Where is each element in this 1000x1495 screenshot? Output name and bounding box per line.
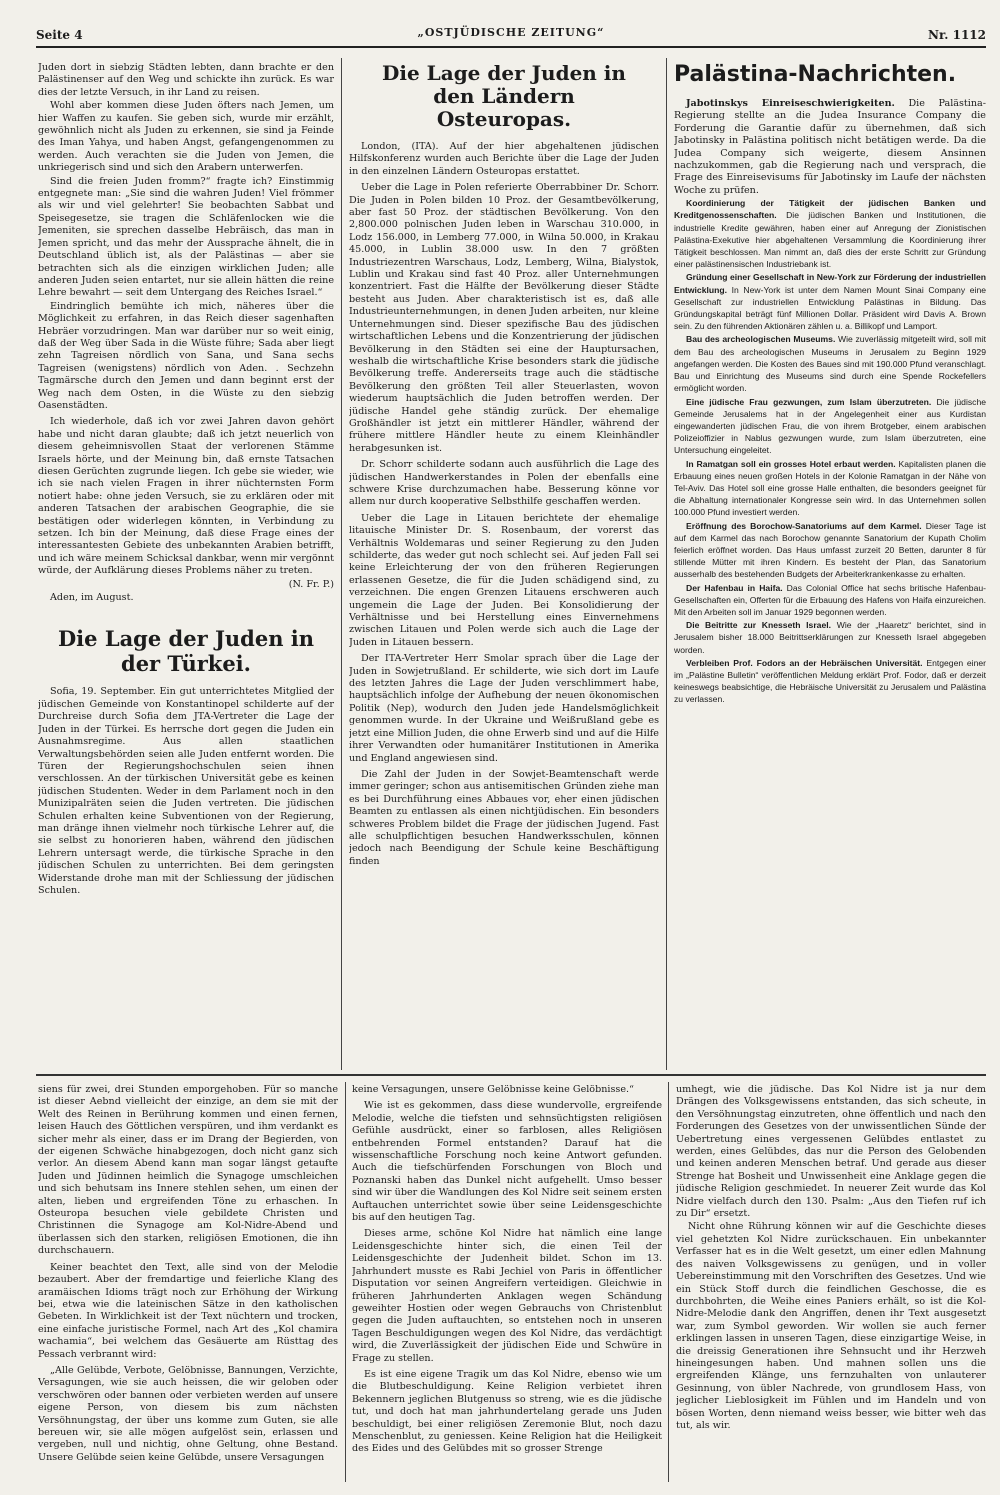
news-item: [674, 520, 986, 581]
paragraph: umhegt, wie die jüdische. Das Kol Nidre ist ja nur dem Drängen des Volksgewissens entstanden, das sich scheute, in den Versöhnungstag einzutreten, ohne öffentlich und nach den Forderungen des Gesetzes von der unwissentlichen Sünde der Uebertretung eines vergessenen Gelübdes entlastet zu werden, eines Gelübdes, das nur die Person des Gelobenden und keinen anderen Menschen betraf. Und gerade aus dieser Strenge hat Bosheit und Unwissenheit eine Anklage gegen die jüdische Religion geschmiedet. In neuerer Zeit wurde das Kol Nidre vielfach durch den 130. Psalm: „Aus den Tiefen ruf ich zu Dir“ ersetzt.: [676, 1084, 986, 1220]
news-item-text: Die Palästina-Regierung stellte an die Judea Insurance Company die Forderung die Garantie dafür zu übernehmen, daß sich Jabotinsky in Palästina politisch nicht betätigen werde. Da die Judea Company sich weigerte, diesem Ansinnen nachzukommen, gab die Regierung nach und versprach, die Frage des Einreisevisums für Jabotinsky im Laufe der nächsten Woche zu prüfen.: [674, 98, 986, 196]
paragraph: Der ITA-Vertreter Herr Smolar sprach über die Lage der Juden in Sowjetrußland. Er schilderte, wie sich dort im Laufe des letzten Jahres die Lage der Juden verschlimmert habe, hauptsächlich infolge der Aufhebung der neuen ökonomischen Politik (Nep), wodurch den Juden jede Handelsmöglichkeit genommen wurde. In der Ukraine und Weißrußland gebe es jetzt eine Million Juden, die ohne Erwerb sind und auf die Hilfe ihrer Verwandten oder humanitärer Institutionen in Amerika und England angewiesen sind.: [349, 653, 659, 764]
article-continuation: [38, 62, 334, 604]
paragraph: „Alle Gelübde, Verbote, Gelöbnisse, Bannungen, Verzichte, Versagungen, wie sie auch heissen, die wir geloben oder verschwören oder bannen oder verbieten werden auf unsere eigene Person, von diesem bis zum nächsten Versöhnungstag, der über uns komme zum Guten, sie alle bereuen wir, sie alle mögen aufgelöst sein, erlassen und vergeben, null und nichtig, ohne Geltung, ohne Bestand. Unsere Gelübde seien keine Gelübde, unsere Versagungen: [38, 1364, 338, 1463]
dateline: Aden, im August.: [50, 592, 134, 604]
paragraph: Ueber die Lage in Polen referierte Oberrabbiner Dr. Schorr. Die Juden in Polen bilden 10 Proz. der Gesamtbevölkerung, aber fast 50 Proz. der städtischen Bevölkerung. Von den 2,800.000 polnischen Juden leben in Warschau 310.000, in Lodz 156.000, in Lemberg 77.000, in Wilna 50.000, in Krakau 45.000, in Lublin 38.000 usw. In den 7 größten Industriezentren Warschaus, Lodz, Lemberg, Wilna, Bialystok, Lublin und Krakau sind fast 40 Proz. aller Unternehmungen konzentriert. Fast die Hälfte der Bevölkerung dieser Städte besteht aus Juden. Aber charakteristisch ist es, daß alle Industrieunternehmungen, in denen Juden arbeiten, nur kleine Unternehmungen sind. Dieser spezifische Bau des jüdischen wirtschaftlichen Lebens und die Konzentrierung der jüdischen Bevölkerung in den Städten sei eine der Hauptursachen, weshalb die wirtschaftliche Krise besonders stark die jüdische Bevölkerung treffe. Andererseits trage auch die städtische Bevölkerung den größten Teil aller Steuerlasten, wovon wiederum hauptsächlich die Juden betroffen werden. Der jüdische Handel gehe ständig zurück. Der ehemalige Großhändler ist jetzt ein mittlerer Händler, während der frühere mittlere Händler heute zu einem Kleinhändler herabgesunken ist.: [349, 182, 659, 454]
news-item-text: Entgegen einer im „Palästine Bulletin“ veröffentlichen Meldung erklärt Prof. Fodor, daß er derzeit keineswegs beabsichtige, die Hebräische Universität zu Jerusalem und Palästina zu verlassen.: [674, 657, 986, 705]
page-header: [36, 20, 986, 48]
news-item-heading: Die Beitritte zur Knesseth Israel.: [686, 620, 832, 631]
news-item-text: Kapitalisten planen die Erbauung eines neuen großen Hotels in der Kolonie Ramatgan in der Nähe von Tel-Aviv. Das Hotel soll eine grosse Halle enthalten, die besonders geeignet für die Abhaltung internationaler Kongresse sein wird. In das Unternehmen sollen 100.000 Pfund investiert werden.: [674, 458, 986, 518]
news-column-palestine: [674, 62, 986, 1070]
article-headline-osteuropa: Die Lage der Juden in den Ländern Osteuropas.: [382, 62, 626, 131]
news-item-heading: Bau des archeologischen Museums.: [686, 334, 836, 345]
news-item-text: Wie zuverlässig mitgeteilt wird, soll mit dem Bau des archeologischen Museums in Jerusalem zu Beginn 1929 angefangen werden. Die Kosten des Baues sind mit 190.000 Pfund veranschlagt. Bau und Einrichtung des Museums sind durch eine Spende Rockefellers ermöglicht worden.: [674, 334, 986, 394]
news-item-heading: Gründung einer Gesellschaft in New-York zur Förderung der industriellen Entwicklung.: [674, 272, 986, 295]
news-item-text: Die jüdischen Banken und Institutionen, die industrielle Kredite gewähren, haben einer auf Anregung der Zionistischen Palästina-Exekutive hier abgehaltenen Versammlung die Koordinierung ihrer Tätigkeit beschlossen. Man nimmt an, daß dies der erste Schritt zur Gründung einer palästinensischen Industriebank ist.: [674, 210, 986, 270]
paragraph: Wie ist es gekommen, dass diese wundervolle, ergreifende Melodie, welche die tiefsten und sehnsüchtigsten religiösen Gefühle ausdrückt, einer so farblosen, alles Religiösen entbehrenden Formel entstanden? Darauf hat die wissenschaftliche Forschung noch keine Antwort gefunden. Auch die tiefschürfenden Forschungen von Bloch und Poznanski haben das Dunkel nicht aufgehellt. Umso besser sind wir über die Wandlungen des Kol Nidre seit seinem ersten Auftauchen unterrichtet sowie über seine Leidensgeschichte bis auf den heutigen Tag.: [352, 1100, 662, 1224]
paragraph: Dieses arme, schöne Kol Nidre hat nämlich eine lange Leidensgeschichte hinter sich, die einen Teil der Leidensgeschichte der Judenheit bildet. Schon im 13. Jahrhundert musste es Rabi Jechiel von Paris in öffentlicher Disputation vor seinen Angreifern verteidigen. Gleichwie in früheren Jahrhunderten Anklagen wegen Schändung geweihter Hostien oder wegen Gebrauchs von Christenblut gegen die Juden auftauchten, so entstehen noch in unseren Tagen Beschuldigungen wegen des Kol Nidre, das verdächtigt wird, die Zuverlässigkeit der jüdischen Eide und Schwüre in Frage zu stellen.: [352, 1228, 662, 1364]
news-item-text: In New-York ist unter dem Namen Mount Sinai Company eine Gesellschaft zur industriellen Entwicklung Palästinas in Bildung. Das Gründungskapital beträgt fünf Millionen Dollar. Präsident wird Davis A. Brown sein. Zu den führenden Aktionären zählen u. a. Billikopf und Lamport.: [674, 284, 986, 332]
feature-column-3: [676, 1084, 986, 1484]
news-item: [674, 657, 986, 706]
feature-column-1: [38, 1084, 338, 1484]
paragraph: Ueber die Lage in Litauen berichtete der ehemalige litauische Minister Dr. S. Rosenbaum, der vorerst das Verhältnis Woldemaras und seiner Regierung zu den Juden schilderte, das weder gut noch schlecht sei. Auf jeden Fall sei keine Erleichterung der von den früheren Regierungen erlassenen Gesetze, die für die Juden schädigend sind, zu verzeichnen. Die engen Grenzen Litauens erschweren auch ungemein die Lage der Juden. Bei Konsolidierung der Verhältnisse und bei Herstellung eines Einvernehmens zwischen Litauen und Polen werde sich auch die Lage der Juden in Litauen bessern.: [349, 512, 659, 648]
news-item: [674, 458, 986, 519]
paragraph: Sofia, 19. September. Ein gut unterrichtetes Mitglied der jüdischen Gemeinde von Konstantinopel schilderte auf der Durchreise durch Sofia dem JTA-Vertreter die Lage der Juden in der Türkei. Es herrsche dort gegen die Juden ein Ausnahmsregime. Aus allen staatlichen Verwaltungsbehörden seien alle Juden entfernt worden. Die Türen der Regierungshochschulen seien ihnen verschlossen. An der türkischen Universität gebe es keinen jüdischen Studenten. Weder in dem Parlament noch in den Munizipalräten seien die Juden vertreten. Die jüdischen Schulen erhalten keine Subventionen von der Regierung, man dränge ihnen vielmehr noch türkische Lehrer auf, die sie selbst zu honorieren haben, während den jüdischen Lehrern untersagt werde, die türkische Sprache in den jüdischen Schulen zu unterrichten. Bei dem geringsten Widerstande drohe man mit der Schliessung der jüdischen Schulen.: [38, 686, 334, 896]
news-item-heading: Jabotinskys Einreiseschwierigkeiten.: [686, 98, 895, 109]
news-item-heading: Eine jüdische Frau gezwungen, zum Islam überzutreten.: [686, 396, 932, 407]
column-divider: [341, 58, 342, 1070]
news-item: [674, 396, 986, 457]
column-divider: [345, 1082, 346, 1482]
paragraph: Eindringlich bemühte ich mich, näheres über die Möglichkeit zu erfahren, in das Reich dieser sagenhaften Hebräer vorzudringen. Man war darüber nur so weit einig, daß der Weg über Sada in die Wüste führe; Sada aber liegt zehn Tagreisen nördlich von Sana, und Sana sechs Tagreisen (wenigstens) nördlich von Aden. . Sechzehn Tagmärsche durch den Jemen und dann beginnt erst der Weg nach dem Osten, in die Wüste zu den siebzig Oasenstädten.: [38, 300, 334, 411]
news-item-text: Die jüdische Gemeinde Jerusalems hat in der Angelegenheit einer aus Kurdistan eingewanderten jüdischen Frau, die von ihrem Brotgeber, einem arabischen Polizeioffizier in Nablus gezwungen wurde, zum Islam überzutreten, eine Untersuchung eingeleitet.: [674, 396, 986, 456]
news-item-text: Wie der „Haaretz“ berichtet, sind in Jerusalem bisher 18.000 Beitrittserklärungen zur Knesseth Israel abgegeben worden.: [674, 620, 986, 655]
news-list: [674, 197, 986, 705]
news-item-text: Das Colonial Office hat sechs britische Hafenbau-Gesellschaften ein, Offerten für die Erbauung des Hafens von Haifa einzureichen. Mit den Arbeiten soll im Januar 1929 begonnen werden.: [674, 582, 986, 617]
paragraph: Sind die freien Juden fromm?“ fragte ich? Einstimmig entgegnete man: „Sie sind die wahren Juden! Viel frömmer als wir und viel gelehrter! Sie beobachten Sabbat und Speisegesetze, sie tragen die Schläfenlocken wie die Jemeniten, sie sprechen dasselbe Hebräisch, das man in Jemen spricht, und das mehr der Aussprache ähnelt, die in Deutschland üblich ist, als der Palästinas — aber sie betrachten sich als die einzigen wirklichen Juden; alle anderen Juden seien entartet, nur sie allein hätten die reine Lehre bewahrt — seit dem Untergang des Reiches Israel.“: [38, 175, 334, 299]
paragraph: siens für zwei, drei Stunden emporgehoben. Für so manche ist dieser Aebnd vielleicht der einzige, an dem sie mit der Welt des Reinen in Berührung kommen und einen fernen, leisen Hauch des Göttlichen verspüren, und ihm verdankt es sicher mehr als einer, dass er im Drang der Begierden, von der eigenen Schwäche hinabgezogen, doch nicht ganz sich verlor. An diesem Abend kann man sogar längst getaufte Juden und Jüdinnen heimlich die Synagoge umschleichen und sich behutsam ins Innere stehlen sehen, um einen der alten, lieben und ergreifenden Töne zu erhaschen. In Osteuropa besuchen viele gebildete Christen und Christinnen die Synagoge am Kol-Nidre-Abend und überlassen sich den starken, religiösen Emotionen, die ihn durchschauern.: [38, 1084, 338, 1257]
newspaper-title: „OSTJÜDISCHE ZEITUNG“: [417, 26, 605, 39]
news-item-heading: Der Hafenbau in Haifa.: [686, 582, 783, 593]
column-divider: [666, 58, 667, 1070]
paragraph: Ich wiederhole, daß ich vor zwei Jahren davon gehört habe und nicht daran glaubte; daß ich jetzt neuerlich von diesem geheimnisvollen Staat der verlorenen Stämme Israels hörte, und der Meinung bin, daß ernste Tatsachen diesen Gerüchten zugrunde liegen. Ich gebe sie wieder, wie ich sie nach vielen Fragen in ihrer nüchternsten Form notiert habe: ohne jeden Versuch, sie zu erklären oder mit anderen Tatsachen der arabischen Geographie, die sie bestätigen oder widerlegen könnten, in Verbindung zu setzen. Ich bin der Meinung, daß diese Frage eines der interessantesten Gebiete des unbekannten Arabien betrifft, und ich wäre meinem Schicksal dankbar, wenn mir vergönnt würde, der Aufklärung dieses Problems näher zu treten.: [38, 416, 334, 577]
paragraph: keine Versagungen, unsere Gelöbnisse keine Gelöbnisse.“: [352, 1084, 634, 1095]
news-item-heading: Eröffnung des Borochow-Sanatoriums auf dem Karmel.: [686, 520, 922, 531]
paragraph: Dr. Schorr schilderte sodann auch ausführlich die Lage des jüdischen Handwerkerstandes in Polen der ebenfalls eine schwere Krise durchzumachen habe. Besserung könne vor allem nur durch kooperative Selbsthilfe geschaffen werden.: [349, 459, 659, 508]
paragraph: Wohl aber kommen diese Juden öfters nach Jemen, um hier Waffen zu kaufen. Sie geben sich, wurde mir erzählt, gewöhnlich nicht als Juden zu erkennen, sie sind ja Feinde des Iman Yahya, und haben Angst, gefangengenommen zu werden. Auch verachten sie die Juden von Jemen, die unkriegerisch sind und sich den Arabern unterwerfen.: [38, 100, 334, 174]
section-headline-palestine: Palästina-Nachrichten.: [674, 62, 957, 87]
paragraph: Juden dort in siebzig Städten lebten, dann brachte er den Palästinenser auf den Weg und schickte ihn zurück. Es war dies der letzte Versuch, in ihr Land zu reisen.: [38, 62, 334, 98]
news-item-heading: In Ramatgan soll ein grosses Hotel erbaut werden.: [686, 458, 896, 469]
paragraph: Nicht ohne Rührung können wir auf die Geschichte dieses viel gehetzten Kol Nidre zurückschauen. Ein unbekannter Verfasser hat es in die Welt gesetzt, um einer edlen Mahnung des naiven Volksgewissens zu genügen, und in voller Uebereinstimmung mit den Vorschriften des Gesetzes. Und wie ein Stück Stoff durch die feindlichen Geschosse, die es durchbohrten, die Weihe eines Paniers erhält, so ist die Kol-Nidre-Melodie dank den Angriffen, denen ihr Text ausgesetzt war, zum Symbol geworden. Wir wollen sie auch ferner erklingen lassen in unseren Tagen, diese einzigartige Weise, in die dreissig Generationen ihre Sehnsucht und ihr Herzweh hineingesungen haben. Und mahnen sollen uns die ergreifenden Klänge, uns fernzuhalten von unlauterer Gesinnung, von übler Nachrede, von grundlosem Hass, von jeglicher Lieblosigkeit im Fühlen und im Handeln und von bösen Worten, denn niemand weiss besser, wie bitter weh das tut, als wir.: [676, 1221, 986, 1431]
article-column-2: [349, 62, 659, 1070]
paragraph: London, (ITA). Auf der hier abgehaltenen jüdischen Hilfskonferenz wurden auch Berichte über die Lage der Juden in den einzelnen Ländern Osteuropas erstattet.: [349, 141, 659, 177]
paragraph: Die Zahl der Juden in der Sowjet-Beamtenschaft werde immer geringer; schon aus antisemitischen Gründen ziehe man es bei Durchführung eines Abbaues vor, eher einen jüdischen Beamten zu entlassen als einen nichtjüdischen. Ein besonders schweres Problem bildet die Frage der jüdischen Jugend. Fast alle schulpflichtigen besuchen Handwerksschulen, können jedoch nach Beendigung der Schule keine Beschäftigung finden: [349, 768, 659, 867]
news-item-heading: Koordinierung der Tätigkeit der jüdischen Banken und Kreditgenossenschaften.: [674, 198, 986, 221]
paragraph: Keiner beachtet den Text, alle sind von der Melodie bezaubert. Aber der fremdartige und feierliche Klang des aramäischen Idioms trägt noch zur Erhöhung der Wirkung bei, etwa wie die lateinischen Sätze in den katholischen Gebeten. In Wirklichkeit ist der Text nüchtern und trocken, eine einfache juristische Formel, nach Art des „Kol chamira wachamia“, bei welchem das Gesäuerte am Rüsttag des Pessach verbrannt wird:: [38, 1261, 338, 1360]
news-item: [674, 619, 986, 656]
paragraph: Es ist eine eigene Tragik um das Kol Nidre, ebenso wie um die Blutbeschuldigung. Keine Religion verbietet ihren Bekennern jeglichen Blutgenuss so streng, wie es die jüdische tut, und doch hat man jahrhundertelang gerade uns Juden beschuldigt, bei einer religiösen Zeremonie Blut, noch dazu Menschenblut, zu geniessen. Keine Religion hat die Heiligkeit des Eides und des Gelübdes mit so grosser Strenge: [352, 1368, 662, 1455]
article-headline-turkey: Die Lage der Juden in der Türkei.: [57, 626, 315, 677]
article-column-1: [38, 62, 334, 1070]
news-item: [674, 271, 986, 332]
news-item-text: Dieser Tage ist auf dem Karmel das nach Borochow genannte Sanatorium der Kupath Cholim feierlich eröffnet worden. Das Haus umfasst zurzeit 20 Betten, darunter 8 für stillende Mütter mit ihren Kindern. Es besteht der Plan, das Sanatorium ausserhalb des bestehenden Budgets der Arbeiterkrankenkasse zu erhalten.: [674, 520, 986, 580]
news-item: [674, 582, 986, 619]
news-item: [674, 197, 986, 270]
issue-number: Nr. 1112: [928, 28, 986, 42]
column-divider: [668, 1082, 669, 1482]
news-item: [674, 333, 986, 394]
section-divider: [36, 1074, 986, 1076]
feature-column-2: [352, 1084, 662, 1484]
source-signature: (N. Fr. P.): [288, 578, 334, 590]
news-item-lead: [674, 98, 986, 197]
news-item-heading: Verbleiben Prof. Fodors an der Hebräischen Universität.: [686, 657, 923, 668]
page-number: Seite 4: [36, 28, 83, 42]
